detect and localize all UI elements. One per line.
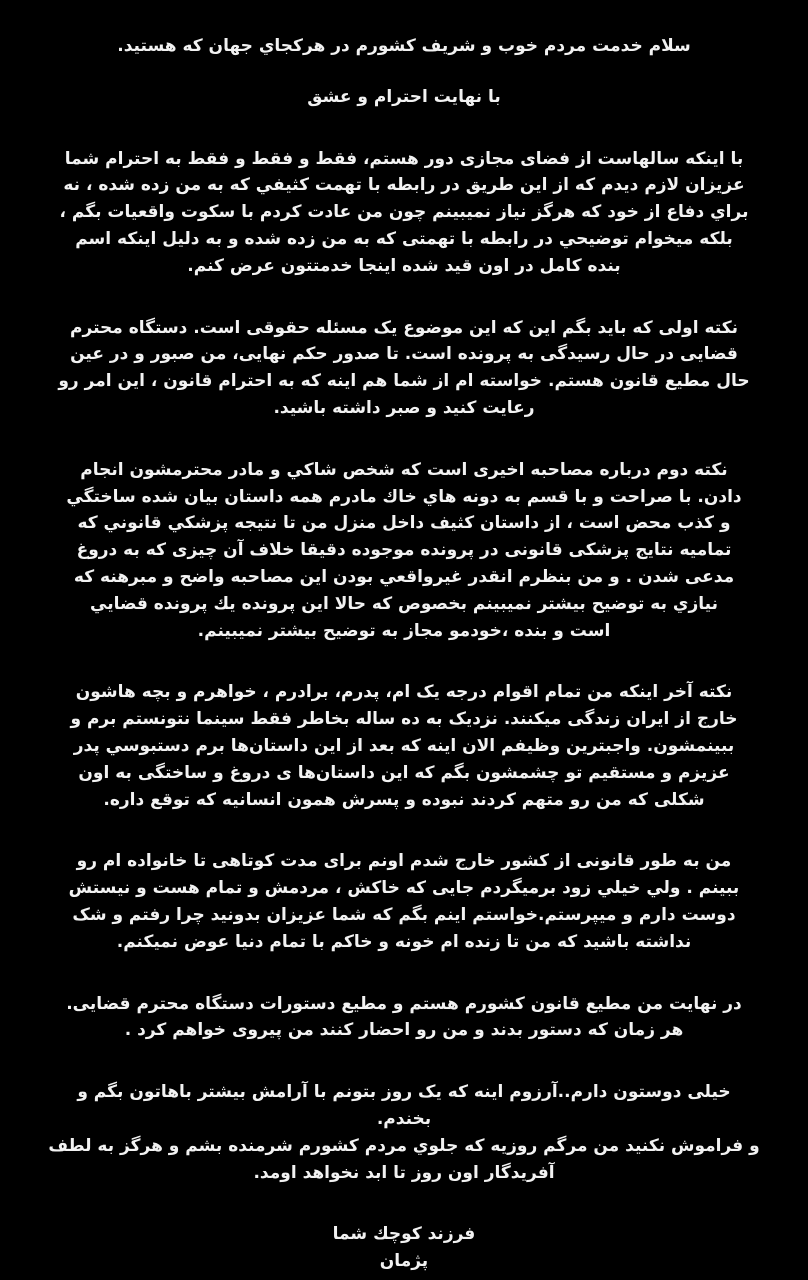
text-line: هر زمان که دستور بدند و من رو احضار کنند من پیروی خواهم کرد . <box>124 1020 684 1041</box>
text-line: با نهایت احترام و عشق <box>307 86 501 107</box>
farewell-paragraph <box>0 1079 808 1186</box>
first-point-paragraph <box>0 315 808 422</box>
travel-paragraph <box>0 848 808 955</box>
text-line: قضایی در حال رسیدگی به پرونده است. تا صدور حکم نهایی، من صبور و در عین <box>70 344 738 365</box>
text-line: تمامیه نتایج پزشکی قانونی در پرونده موجوده دقیقا خلاف آن چیزی که به دروغ <box>76 540 732 561</box>
text-line: نکته دوم درباره مصاحبه اخیری است که شخص شاكي و مادر محترمشون انجام <box>80 459 728 480</box>
greeting-line <box>0 33 808 60</box>
text-line: براي دفاع از خود که هرگز نیاز نمیبینم چون من عادت کردم با سکوت واقعیات بگم ، <box>59 202 749 223</box>
text-line: سلام خدمت مردم خوب و شریف کشورم در هرکجاي جهان که هستید. <box>117 36 691 56</box>
text-line: پژمان <box>379 1251 429 1272</box>
text-line: نیازي به توضیح بیشتر نمیبینم بخصوص که حالا این پرونده يك پرونده قضایي <box>90 593 718 614</box>
text-line: و فراموش نکنید من مرگم روزیه که جلوي مردم کشورم شرمنده بشم و هرگز به لطف <box>48 1135 760 1156</box>
text-line: فرزند كوچك شما <box>332 1224 476 1245</box>
salutation <box>0 84 808 111</box>
text-line: حال مطیع قانون هستم. خواسته ام از شما هم اینه که به احترام قانون ، این امر رو <box>58 371 750 392</box>
last-point-paragraph <box>0 679 808 813</box>
text-line: نداشته باشید که من تا زنده ام خونه و خاکم با تمام دنیا عوض نمیکنم. <box>116 931 692 952</box>
text-line: ببینمشون. واجبترین وظیفم الان اینه که بعد از این داستان‌ها برم دستبوسي پدر <box>73 735 735 756</box>
text-line: نکته آخر اینکه من تمام اقوام درجه یک ام، پدرم، برادرم ، خواهرم و بچه هاشون <box>75 682 733 703</box>
closing-paragraph <box>0 991 808 1045</box>
signature <box>0 1221 808 1275</box>
text-line: آفریدگار اون روز تا ابد نخواهد اومد. <box>253 1162 555 1183</box>
text-line: من به طور قانونی از کشور خارج شدم اونم برای مدت کوتاهی تا خانواده ام رو <box>76 851 732 872</box>
text-line: دوست دارم و میپرستم.خواستم اینم بگم که شما عزیزان بدونید چرا رفتم و شک <box>72 904 736 925</box>
text-line: و كذب محض است ، از داستان كثیف داخل منزل من تا نتیجه پزشكي قانوني كه <box>77 513 731 534</box>
text-line: بخندم. <box>376 1108 432 1129</box>
text-line: عزیزم و مستقیم تو چشمشون بگم که این داستان‌ها ی دروغ و ساختگی به اون <box>78 762 730 783</box>
text-line: شکلی که من رو متهم کردند نبوده و پسرش همون انسانیه که توقع داره. <box>103 789 705 810</box>
second-point-paragraph <box>0 457 808 645</box>
text-line: مدعی شدن . و من بنظرم انقدر غیرواقعي بودن این مصاحبه واضح و مبرهنه که <box>73 566 735 587</box>
intro-paragraph <box>0 146 808 280</box>
text-line: بلکه میخوام توضیحي در رابطه با تهمتی که به من زده شده و به دلیل اینکه اسم <box>75 228 733 249</box>
text-line: رعایت کنید و صبر داشته باشید. <box>273 397 535 418</box>
text-line: دادن. با صراحت و با قسم به دونه هاي خاك مادرم همه داستان بیان شده ساختگي <box>66 486 742 507</box>
text-line: ببینم . ولي خیلي زود برمیگردم جایی که خاکش ، مردمش و تمام هست و نیستش <box>68 878 740 899</box>
text-line: خیلی دوستون دارم..آرزوم اینه که یک روز بتونم با آرامش بیشتر باهاتون بگم و <box>77 1082 731 1103</box>
text-line: در نهایت من مطیع قانون کشورم هستم و مطیع دستورات دستگاه محترم قضایی. <box>66 993 742 1014</box>
text-line: عزیزان لازم دیدم که از این طریق در رابطه با تهمت کثیفي که به من زده شده ، نه <box>63 175 745 196</box>
statement-document <box>0 33 808 1275</box>
text-line: نکته اولی که باید بگم این که این موضوع یک مسئله حقوقی است. دستگاه محترم <box>70 317 738 338</box>
text-line: بنده کامل در اون قید شده اینجا خدمتتون عرض کنم. <box>187 255 621 276</box>
text-line: خارج از ایران زندگی میکنند. نزدیک به ده ساله بخاطر فقط سینما نتونستم برم و <box>70 709 738 730</box>
text-line: با اینکه سالهاست از فضای مجازی دور هستم، فقط و فقط و فقط به احترام شما <box>64 148 744 169</box>
text-line: است و بنده ،خودمو مجاز به توضیح بیشتر نمیبینم. <box>197 620 611 641</box>
